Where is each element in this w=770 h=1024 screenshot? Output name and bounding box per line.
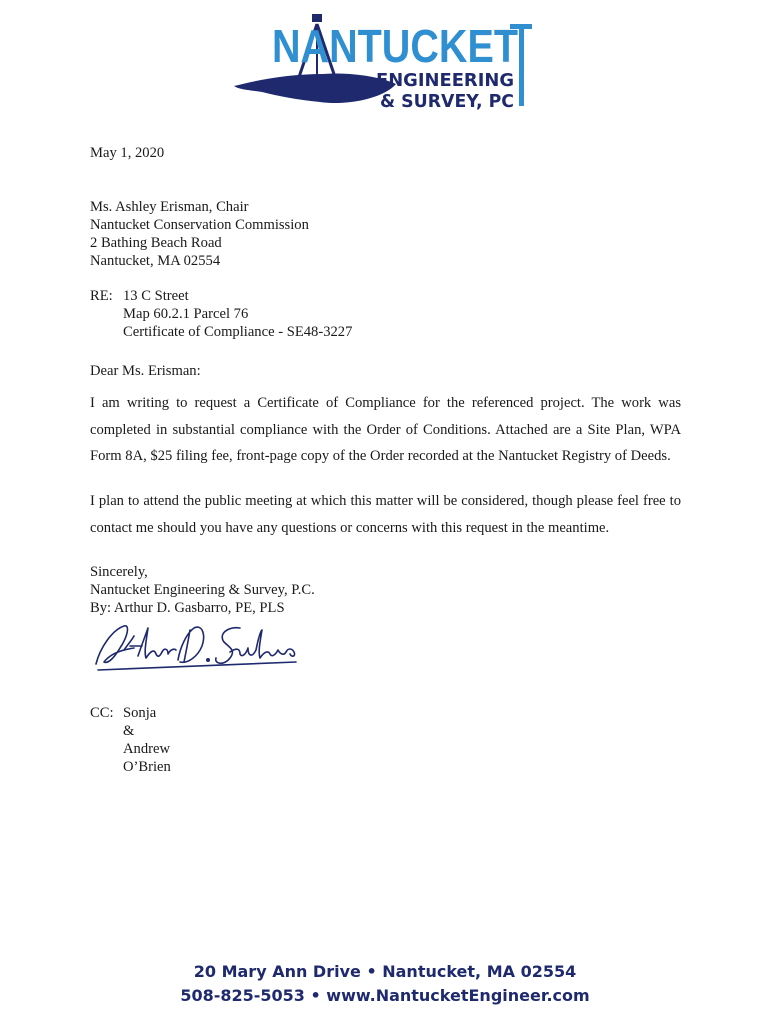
recipient-address xyxy=(90,198,309,270)
subject-line: Certificate of Compliance - SE48-3227 xyxy=(123,324,353,340)
letter-date: May 1, 2020 xyxy=(90,145,165,161)
subject-label: RE: xyxy=(90,288,113,304)
cc-value: Sonja & Andrew O’Brien xyxy=(123,705,171,775)
body-paragraph-1: I am writing to request a Certificate of Compliance for the referenced project. The work was completed in substantial compliance with the Order of Conditions. Attached are a Site Plan, WPA Form 8A, $25 filing fee, front-page copy of the Order recorded at the Nantucket Registry of Deeds. xyxy=(90,395,681,464)
salutation: Dear Ms. Erisman: xyxy=(90,363,201,379)
logo-sub-line-2: & SURVEY, PC xyxy=(380,91,514,112)
recipient-line: Nantucket, MA 02554 xyxy=(90,253,221,269)
closing-line: Nantucket Engineering & Survey, P.C. xyxy=(90,582,315,598)
letterhead-footer xyxy=(0,960,770,1008)
closing-line: By: Arthur D. Gasbarro, PE, PLS xyxy=(90,600,285,616)
logo-sub-line-1: ENGINEERING xyxy=(376,70,514,91)
closing-block xyxy=(90,563,315,617)
cc-label: CC: xyxy=(90,705,114,721)
footer-address: 20 Mary Ann Drive • Nantucket, MA 02554 xyxy=(193,962,577,981)
recipient-line: Ms. Ashley Erisman, Chair xyxy=(90,199,249,215)
island-shape xyxy=(234,73,396,103)
subject-line: Map 60.2.1 Parcel 76 xyxy=(123,306,249,322)
company-logo xyxy=(228,10,540,112)
subject-line: 13 C Street xyxy=(123,288,189,304)
recipient-line: Nantucket Conservation Commission xyxy=(90,217,309,233)
recipient-line: 2 Bathing Beach Road xyxy=(90,235,222,251)
footer-contact: 508-825-5053 • www.NantucketEngineer.com xyxy=(180,986,590,1005)
logo-name: NANTUCKET xyxy=(272,20,518,72)
closing-line: Sincerely, xyxy=(90,564,148,580)
body-paragraph-2: I plan to attend the public meeting at which this matter will be considered, though please feel free to contact me should you have any questions or concerns with this request in the meantime. xyxy=(90,493,681,536)
handwritten-signature xyxy=(90,618,302,674)
